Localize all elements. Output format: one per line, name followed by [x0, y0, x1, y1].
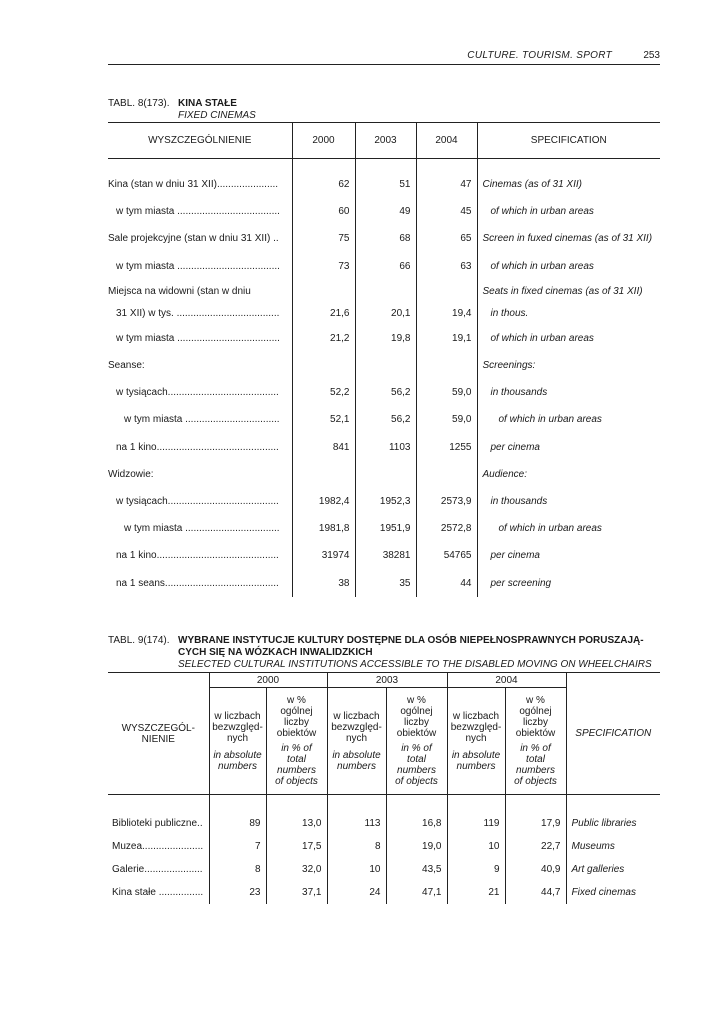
row-label: na 1 seans.........................................	[116, 577, 279, 589]
row-label-en: Audience:	[477, 461, 660, 488]
row-label-en: of which in urban areas	[477, 325, 660, 352]
table-row	[108, 406, 660, 433]
cell-2004: 45	[416, 198, 477, 225]
cell-pct-2004: 22,7	[505, 835, 566, 858]
table1-label: TABL. 8(173).	[108, 98, 170, 109]
cell-pct-2003: 47,1	[386, 881, 447, 904]
col-header-2003: 2003	[355, 123, 416, 159]
cell-2003: 1951,9	[355, 515, 416, 542]
cell-abs-2003: 8	[327, 835, 386, 858]
table-row	[108, 434, 660, 461]
cell-2000: 841	[292, 434, 355, 461]
cell-2004: 63	[416, 253, 477, 280]
row-label-en: Screen in fuxed cinemas (as of 31 XII)	[477, 225, 660, 252]
col-header-specification-pl: WYSZCZEGÓLNIENIE	[108, 123, 292, 159]
table-row	[108, 881, 660, 904]
col-header-percent: w % ogólnej liczby obiektów in % of total numbers of objects	[266, 688, 327, 795]
cell-2003: 56,2	[355, 406, 416, 433]
table2-title-en: SELECTED CULTURAL INSTITUTIONS ACCESSIBLE TO THE DISABLED MOVING ON WHEELCHAIRS	[178, 659, 652, 670]
cell-abs-2000: 7	[209, 835, 266, 858]
row-label-en: Art galleries	[566, 858, 660, 881]
row-label: Sale projekcyjne (stan w dniu 31 XII) ..	[108, 233, 279, 245]
row-label: Biblioteki publiczne..	[112, 818, 203, 829]
col-header-percent: w % ogólnej liczby obiektów in % of total numbers of objects	[505, 688, 566, 795]
cell-pct-2003: 16,8	[386, 812, 447, 835]
section-title: CULTURE. TOURISM. SPORT	[467, 50, 612, 61]
cell-pct-2004: 17,9	[505, 812, 566, 835]
col-header-absolute: w liczbach bezwzględ- nych in absolute numbers	[209, 688, 266, 795]
cell-2000: 60	[292, 198, 355, 225]
table-row	[108, 488, 660, 515]
table-row	[108, 325, 660, 352]
row-label-en: of which in urban areas	[477, 198, 660, 225]
cell-abs-2004: 9	[447, 858, 505, 881]
table2-title-pl-line1: WYBRANE INSTYTUCJE KULTURY DOSTĘPNE DLA OSÓB NIEPEŁNOSPRAWNYCH PORUSZAJĄ-	[178, 635, 644, 646]
table-row	[108, 280, 660, 303]
cell-pct-2000: 37,1	[266, 881, 327, 904]
cell-2003: 1952,3	[355, 488, 416, 515]
row-label-en: Cinemas (as of 31 XII)	[477, 171, 660, 198]
row-label-en: Museums	[566, 835, 660, 858]
col-header-year-2004: 2004	[447, 673, 566, 688]
row-label-en: in thousands	[477, 488, 660, 515]
cell-2003	[355, 461, 416, 488]
cell-2000: 31974	[292, 542, 355, 569]
cell-2000: 38	[292, 569, 355, 596]
cell-2004: 19,4	[416, 303, 477, 325]
cell-2004: 1255	[416, 434, 477, 461]
col-header-absolute: w liczbach bezwzględ- nych in absolute numbers	[447, 688, 505, 795]
cell-2003: 66	[355, 253, 416, 280]
cell-2003: 35	[355, 569, 416, 596]
table-row	[108, 352, 660, 379]
cell-pct-2003: 43,5	[386, 858, 447, 881]
cell-2000: 21,2	[292, 325, 355, 352]
cell-pct-2000: 17,5	[266, 835, 327, 858]
cell-2000: 1982,4	[292, 488, 355, 515]
table-row	[108, 253, 660, 280]
row-label: w tym miasta .....................................	[116, 260, 280, 272]
row-label-en: per cinema	[477, 542, 660, 569]
row-label: w tym miasta ..................................	[124, 523, 280, 535]
row-label: w tysiącach........................................	[116, 387, 279, 399]
row-label: w tysiącach........................................	[116, 495, 279, 507]
row-label-en: Seats in fixed cinemas (as of 31 XII)	[477, 280, 660, 303]
row-label-en: in thous.	[477, 303, 660, 325]
cell-2000	[292, 461, 355, 488]
row-label-en: of which in urban areas	[477, 406, 660, 433]
cell-2000: 75	[292, 225, 355, 252]
cell-2004: 2572,8	[416, 515, 477, 542]
cell-2003	[355, 352, 416, 379]
table-row	[108, 461, 660, 488]
cell-abs-2003: 10	[327, 858, 386, 881]
cell-2003: 38281	[355, 542, 416, 569]
cell-2004	[416, 280, 477, 303]
cell-pct-2004: 40,9	[505, 858, 566, 881]
cell-2000	[292, 352, 355, 379]
cell-abs-2004: 21	[447, 881, 505, 904]
table-row	[108, 835, 660, 858]
col-header-year-2000: 2000	[209, 673, 327, 688]
col-header-specification-en: SPECIFICATION	[477, 123, 660, 159]
cell-2003: 51	[355, 171, 416, 198]
cell-abs-2003: 113	[327, 812, 386, 835]
row-label-en: per cinema	[477, 434, 660, 461]
col-header-absolute: w liczbach bezwzględ- nych in absolute numbers	[327, 688, 386, 795]
row-label: w tym miasta .....................................	[116, 332, 280, 344]
row-label: Miejsca na widowni (stan w dniu	[108, 285, 251, 297]
cell-2004: 44	[416, 569, 477, 596]
table-row	[108, 542, 660, 569]
table1-title-en: FIXED CINEMAS	[178, 110, 256, 121]
cell-2003	[355, 280, 416, 303]
cell-2004	[416, 461, 477, 488]
cell-2004: 2573,9	[416, 488, 477, 515]
cell-2000: 21,6	[292, 303, 355, 325]
table-row	[108, 858, 660, 881]
table1-title-pl: KINA STAŁE	[178, 98, 237, 109]
cell-2003: 68	[355, 225, 416, 252]
col-header-year-2003: 2003	[327, 673, 447, 688]
row-label: w tym miasta .....................................	[116, 206, 280, 218]
cell-abs-2003: 24	[327, 881, 386, 904]
table-row	[108, 812, 660, 835]
row-label: 31 XII) w tys. .....................................	[116, 308, 280, 320]
table-row	[108, 379, 660, 406]
row-label: Galerie.....................	[112, 864, 203, 875]
row-label-en: of which in urban areas	[477, 253, 660, 280]
table2-title-pl-line2: CYCH SIĘ NA WÓZKACH INWALIDZKICH	[178, 647, 373, 658]
cell-pct-2000: 13,0	[266, 812, 327, 835]
row-label-en: Public libraries	[566, 812, 660, 835]
cell-abs-2004: 10	[447, 835, 505, 858]
cell-2000: 52,1	[292, 406, 355, 433]
row-label: Kina stałe ................	[112, 887, 204, 898]
cell-2004	[416, 352, 477, 379]
cell-2004: 65	[416, 225, 477, 252]
cell-2003: 49	[355, 198, 416, 225]
table-row	[108, 225, 660, 252]
table-fixed-cinemas	[108, 122, 660, 597]
cell-2003: 56,2	[355, 379, 416, 406]
table-row	[108, 515, 660, 542]
cell-pct-2000: 32,0	[266, 858, 327, 881]
table-accessible-institutions	[108, 672, 660, 904]
cell-2000	[292, 280, 355, 303]
row-label: Kina (stan w dniu 31 XII)......................	[108, 179, 279, 191]
col-header-2004: 2004	[416, 123, 477, 159]
cell-2000: 73	[292, 253, 355, 280]
row-label: na 1 kino............................................	[116, 550, 279, 562]
table-row	[108, 198, 660, 225]
row-label: Seanse:	[108, 360, 145, 372]
table2-label: TABL. 9(174).	[108, 635, 170, 646]
cell-2004: 59,0	[416, 379, 477, 406]
cell-2000: 62	[292, 171, 355, 198]
row-label-en: per screening	[477, 569, 660, 596]
cell-abs-2000: 8	[209, 858, 266, 881]
col-header-2000: 2000	[292, 123, 355, 159]
cell-abs-2000: 23	[209, 881, 266, 904]
row-label-en: Screenings:	[477, 352, 660, 379]
cell-abs-2004: 119	[447, 812, 505, 835]
table-row	[108, 303, 660, 325]
row-label-en: Fixed cinemas	[566, 881, 660, 904]
cell-pct-2004: 44,7	[505, 881, 566, 904]
page-header	[108, 50, 660, 65]
table-row	[108, 171, 660, 198]
row-label: w tym miasta ..................................	[124, 414, 280, 426]
cell-2004: 19,1	[416, 325, 477, 352]
col-header-specification-pl: WYSZCZEGÓL- NIENIE	[108, 673, 209, 795]
row-label: na 1 kino............................................	[116, 441, 279, 453]
cell-abs-2000: 89	[209, 812, 266, 835]
cell-2000: 1981,8	[292, 515, 355, 542]
page-number: 253	[643, 50, 660, 61]
cell-2003: 1103	[355, 434, 416, 461]
cell-2000: 52,2	[292, 379, 355, 406]
col-header-percent: w % ogólnej liczby obiektów in % of total numbers of objects	[386, 688, 447, 795]
table-row	[108, 569, 660, 596]
cell-2004: 54765	[416, 542, 477, 569]
cell-2003: 19,8	[355, 325, 416, 352]
cell-2004: 59,0	[416, 406, 477, 433]
row-label: Muzea......................	[112, 841, 204, 852]
cell-pct-2003: 19,0	[386, 835, 447, 858]
row-label-en: in thousands	[477, 379, 660, 406]
row-label-en: of which in urban areas	[477, 515, 660, 542]
cell-2003: 20,1	[355, 303, 416, 325]
row-label: Widzowie:	[108, 468, 154, 480]
col-header-specification-en: SPECIFICATION	[566, 673, 660, 795]
cell-2004: 47	[416, 171, 477, 198]
